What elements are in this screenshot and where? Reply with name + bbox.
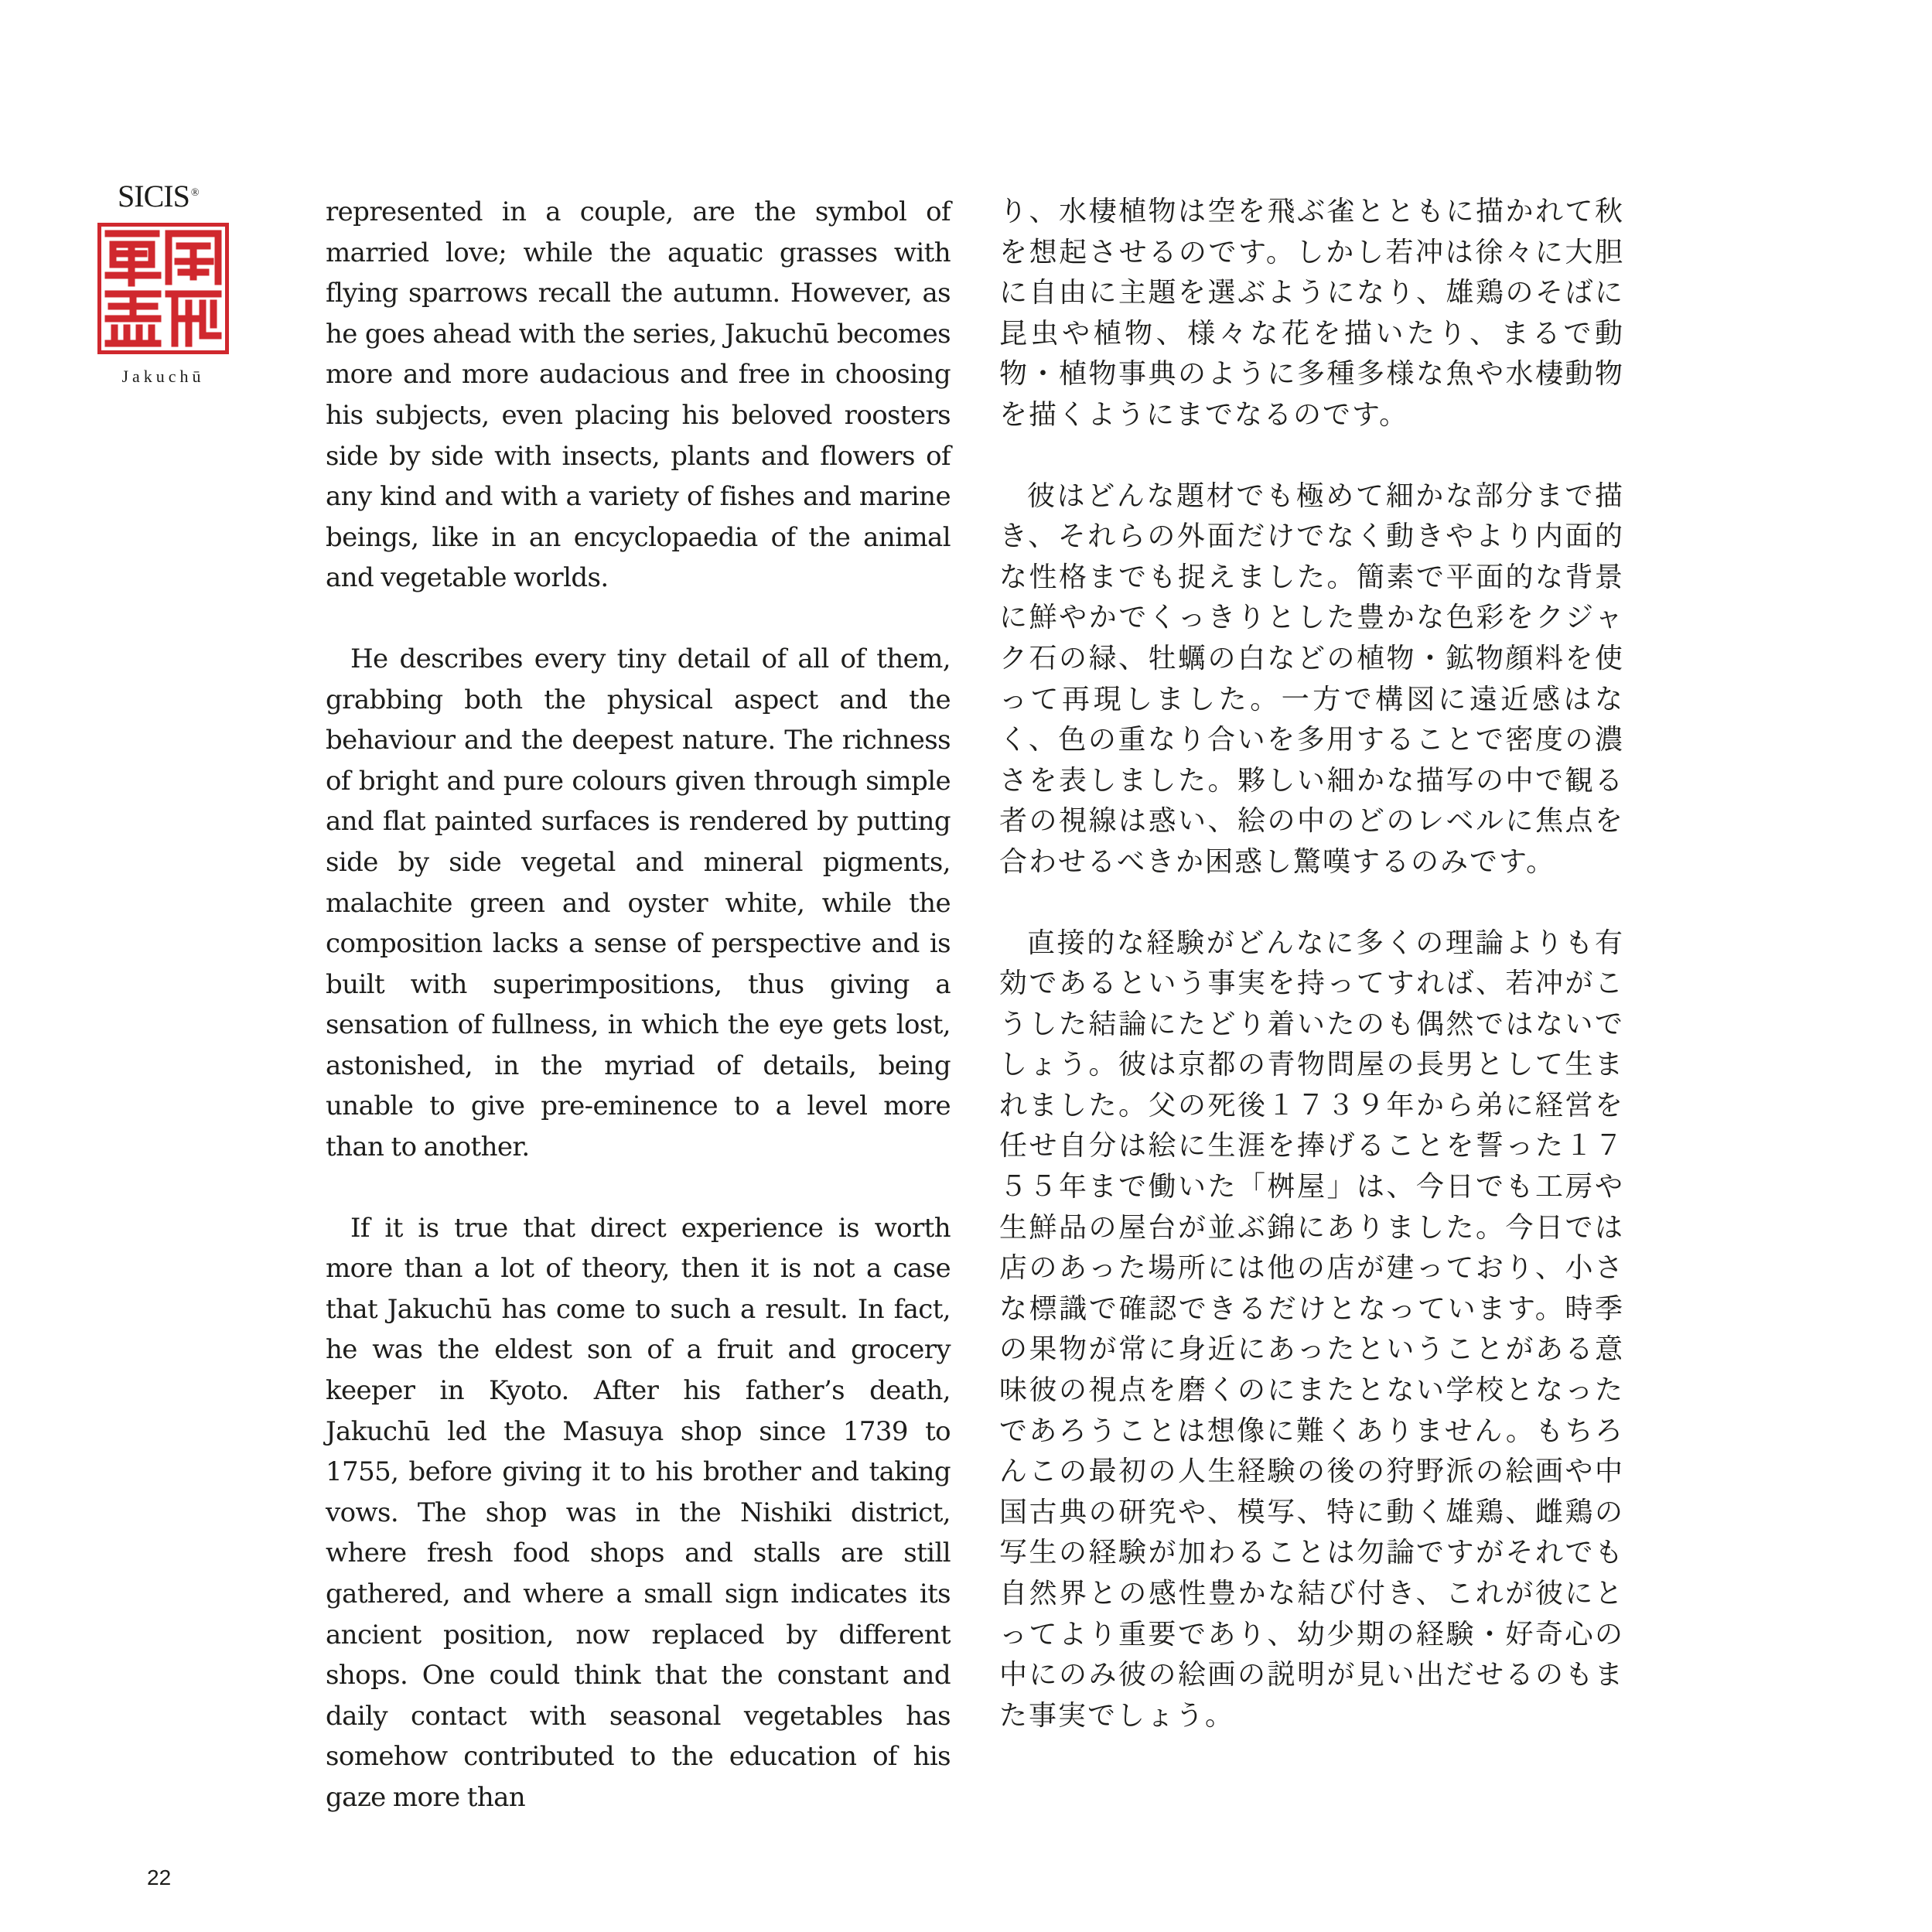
japanese-paragraph-2: 彼はどんな題材でも極めて細かな部分まで描き、それらの外面だけでなく動きやより内面的な性格までも捉えました。簡素で平面的な背景に鮮やかでくっきりとした豊かな色彩をクジャク石の緑、牡蠣の白などの植物・鉱物顔料を使って再現しました。一方で構図に遠近感はなく、色の重なり合いを多用することで密度の濃さを表しました。夥しい細かな描写の中で観る者の視線は惑い、絵の中のどのレベルに焦点を合わせるべきか困惑し驚嘆するのみです。 bbox=[999, 480, 1624, 878]
trademark-symbol: ® bbox=[190, 186, 199, 199]
jakuchu-seal-icon bbox=[97, 223, 229, 354]
brand-logo bbox=[118, 178, 234, 214]
page-number: 22 bbox=[147, 1865, 172, 1889]
english-column bbox=[326, 192, 951, 1859]
japanese-paragraph-3: 直接的な経験がどんなに多くの理論よりも有効であるという事実を持ってすれば、若冲がこうした結論にたどり着いたのも偶然ではないでしょう。彼は京都の青物問屋の長男として生まれました。父の死後１７３９年から弟に経営を任せ自分は絵に生涯を捧げることを誓った１７５５年まで働いた「桝屋」は、今日でも工房や生鮮品の屋台が並ぶ錦にありました。今日では店のあった場所には他の店が建っており、小さな標識で確認できるだけとなっています。時季の果物が常に身近にあったということがある意味彼の視点を磨くのにまたとない学校となったであろうことは想像に難くありません。もちろんこの最初の人生経験の後の狩野派の絵画や中国古典の研究や、模写、特に動く雄鶏、雌鶏の写生の経験が加わることは勿論ですがそれでも自然界との感性豊かな結び付き、これが彼にとってより重要であり、幼少期の経験・好奇心の中にのみ彼の絵画の説明が見い出だせるのもまた事実でしょう。 bbox=[999, 927, 1624, 1732]
japanese-paragraph-1: り、水棲植物は空を飛ぶ雀とともに描かれて秋を想起させるのです。しかし若冲は徐々に大胆に自由に主題を選ぶようになり、雄鶏のそばに昆虫や植物、様々な花を描いたり、まるで動物・植物事典のように多種多様な魚や水棲動物を描くようにまでなるのです。 bbox=[999, 196, 1624, 431]
english-paragraph-1: represented in a couple, are the symbol of married love; while the aquatic grasses with flying sparrows recall the autumn. However, as he goes ahead with the series, Jakuchū becomes more and more audacious and free in choosing his subjects, even placing his beloved roosters side by side with insects, plants and flowers of any kind and with a variety of fishes and marine beings, like in an encyclopaedia of the animal and vegetable worlds. bbox=[326, 196, 951, 594]
japanese-column bbox=[999, 192, 1624, 1777]
english-paragraph-2: He describes every tiny detail of all of them, grabbing both the physical aspect and the behaviour and the deepest nature. The richness of bright and pure colours given through simple and flat painted surfaces is rendered by putting side by side vegetal and mineral pigments, malachite green and oyster white, while the composition lacks a sense of perspective and is built with superimpositions, thus giving a sensation of fullness, in which the eye gets lost, astonished, in the myriad of details, being unable to give pre-eminence to a level more than to another. bbox=[326, 643, 951, 1163]
brand-name-text: SICIS bbox=[118, 179, 189, 213]
english-paragraph-3: If it is true that direct experience is worth more than a lot of theory, then it is not a case that Jakuchū has come to such a result. In fact, he was the eldest son of a fruit and grocery keeper in Kyoto. After his father’s death, Jakuchū led the Masuya shop since 1739 to 1755, before giving it to his brother and taking vows. The shop was in the Nishiki district, where fresh food shops and stalls are still gathered, and where a small sign indicates its ancient position, now replaced by different shops. One could think that the constant and daily contact with seasonal vegetables has somehow contributed to the education of his gaze more than bbox=[326, 1212, 951, 1813]
brand-caption: Jakuchū bbox=[121, 367, 205, 386]
